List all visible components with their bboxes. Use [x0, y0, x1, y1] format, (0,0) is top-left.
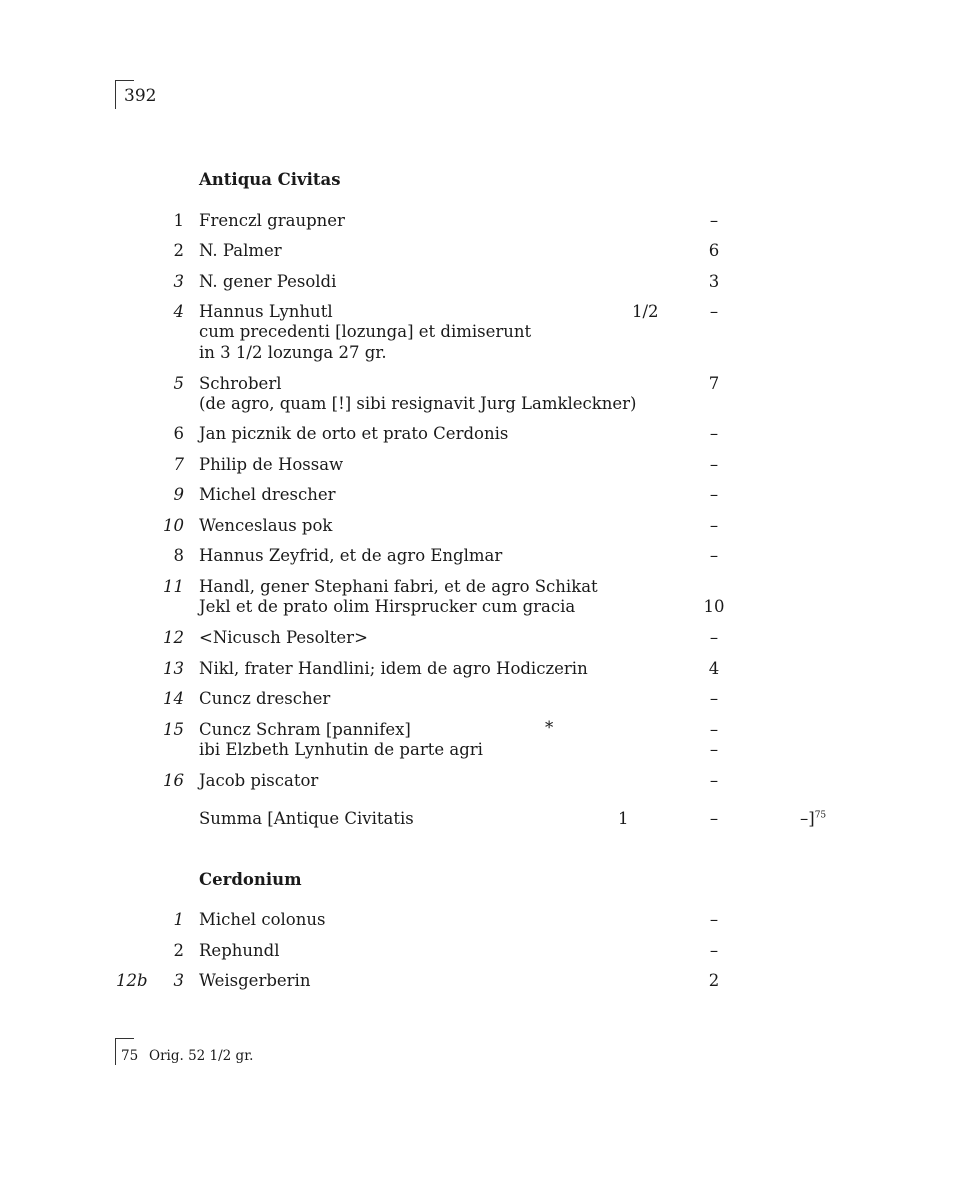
- row-number: 2: [173, 941, 184, 960]
- row-text-continued: Jekl et de prato olim Hirsprucker cum gracia: [199, 597, 576, 616]
- row-value: –: [709, 720, 719, 739]
- row-number: 10: [163, 516, 184, 535]
- row-text: Weisgerberin: [199, 971, 311, 990]
- row-value-a: 1/2: [632, 302, 659, 321]
- row-value-continued: –: [709, 740, 719, 759]
- row-number: 1: [173, 211, 184, 230]
- margin-folio-note: 12b: [116, 971, 148, 990]
- row-value: 10: [703, 597, 725, 616]
- row-text: <Nicusch Pesolter>: [199, 628, 368, 647]
- row-text: Handl, gener Stephani fabri, et de agro Schikat: [199, 577, 598, 596]
- row-value: 4: [708, 659, 720, 678]
- row-value: –: [709, 211, 719, 230]
- row-text: Hannus Zeyfrid, et de agro Englmar: [199, 546, 503, 565]
- row-number: 15: [163, 720, 184, 739]
- footnote-ref: 75: [814, 810, 827, 821]
- row-text: Frenczl graupner: [199, 211, 345, 230]
- row-mark: *: [545, 718, 554, 737]
- summa-value-c-text: –]: [800, 809, 815, 828]
- row-number: 16: [163, 771, 184, 790]
- footnote-text: Orig. 52 1/2 gr.: [149, 1048, 254, 1064]
- row-text: Jacob piscator: [199, 771, 319, 790]
- row-number: 4: [173, 302, 184, 321]
- summa-value-b: –: [709, 809, 719, 828]
- row-text-continued: in 3 1/2 lozunga 27 gr.: [199, 343, 387, 362]
- row-text: Jan picznik de orto et prato Cerdonis: [199, 424, 509, 443]
- row-value: –: [709, 302, 719, 321]
- row-text: Cuncz drescher: [199, 689, 331, 708]
- row-text: Philip de Hossaw: [199, 455, 344, 474]
- row-number: 5: [173, 374, 184, 393]
- row-text: N. gener Pesoldi: [199, 272, 337, 291]
- row-value: –: [709, 689, 719, 708]
- row-value: –: [709, 455, 719, 474]
- row-text: Hannus Lynhutl: [199, 302, 333, 321]
- row-text-continued: ibi Elzbeth Lynhutin de parte agri: [199, 740, 483, 759]
- row-text: N. Palmer: [199, 241, 282, 260]
- row-text: Wenceslaus pok: [199, 516, 333, 535]
- row-number: 1: [173, 910, 184, 929]
- section-heading-cerdonium: Cerdonium: [199, 870, 302, 889]
- row-number: 6: [173, 424, 184, 443]
- row-value: –: [709, 910, 719, 929]
- row-text: Michel colonus: [199, 910, 326, 929]
- summa-value-c: [800, 809, 826, 828]
- row-value: 2: [708, 971, 720, 990]
- row-number: 2: [173, 241, 184, 260]
- row-number: 8: [173, 546, 184, 565]
- row-text-continued: cum precedenti [lozunga] et dimiserunt: [199, 322, 532, 341]
- row-value: –: [709, 941, 719, 960]
- row-value: –: [709, 516, 719, 535]
- row-text: Schroberl: [199, 374, 282, 393]
- page-number: 392: [124, 86, 157, 106]
- row-number: 3: [173, 272, 184, 291]
- row-value: 7: [708, 374, 720, 393]
- row-value: –: [709, 628, 719, 647]
- row-number: 7: [173, 455, 184, 474]
- row-value: 6: [708, 241, 720, 260]
- row-text: Nikl, frater Handlini; idem de agro Hodiczerin: [199, 659, 588, 678]
- row-value: –: [709, 546, 719, 565]
- section-heading-antiqua: Antiqua Civitas: [199, 170, 341, 189]
- row-text: Michel drescher: [199, 485, 336, 504]
- row-number: 3: [173, 971, 184, 990]
- summa-value-a: 1: [618, 809, 629, 828]
- row-number: 12: [163, 628, 184, 647]
- row-number: 9: [173, 485, 184, 504]
- row-value: –: [709, 771, 719, 790]
- row-text: Rephundl: [199, 941, 280, 960]
- footnote-number: 75: [121, 1048, 139, 1064]
- row-number: 13: [163, 659, 184, 678]
- row-value: –: [709, 424, 719, 443]
- row-value: –: [709, 485, 719, 504]
- row-number: 14: [163, 689, 184, 708]
- summa-label: Summa [Antique Civitatis: [199, 809, 414, 828]
- row-text: Cuncz Schram [pannifex]: [199, 720, 411, 739]
- row-value: 3: [708, 272, 720, 291]
- row-text-continued: (de agro, quam [!] sibi resignavit Jurg Lamkleckner): [199, 394, 637, 413]
- row-number: 11: [163, 577, 184, 596]
